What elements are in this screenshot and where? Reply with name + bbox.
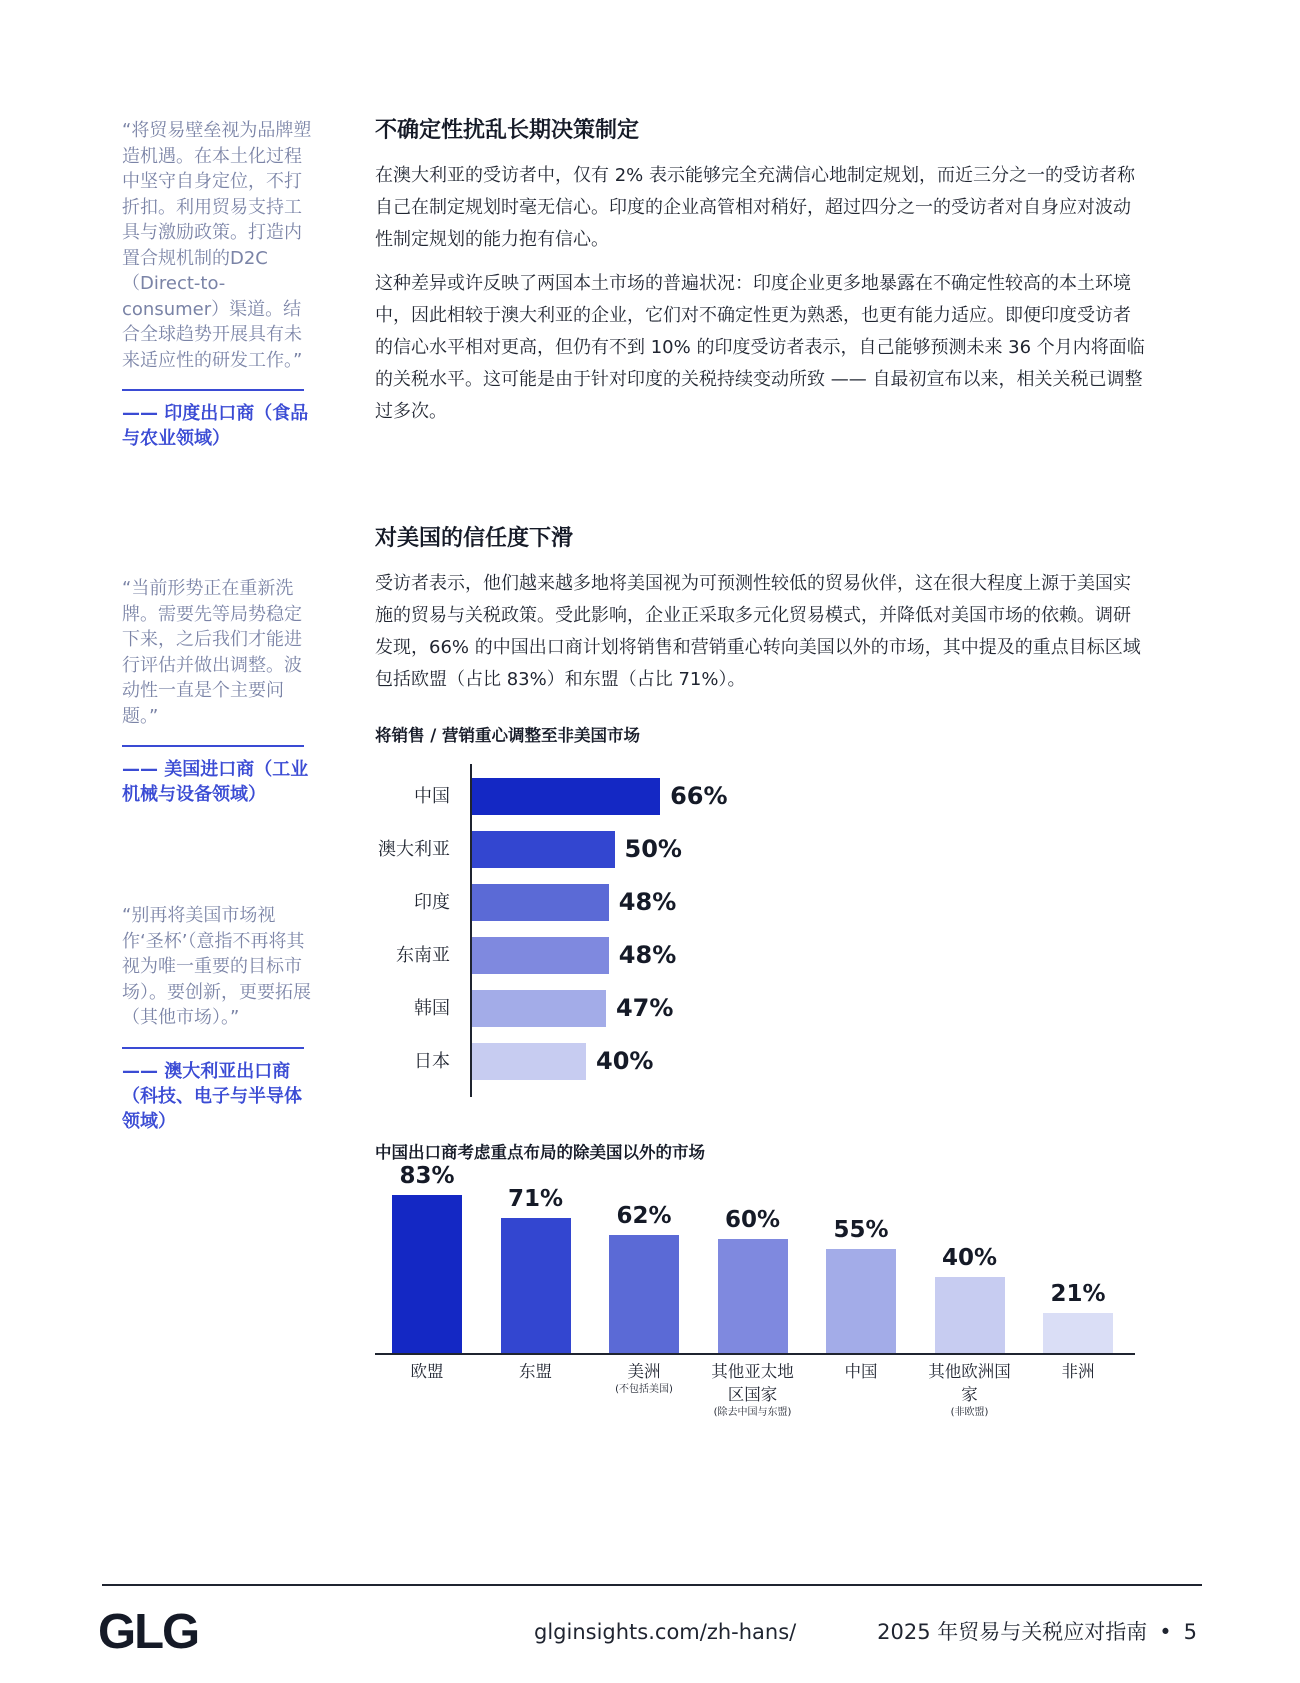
- vertical-bar-chart: [375, 1163, 1135, 1430]
- vchart-bar: [826, 1249, 896, 1354]
- footer-divider: [102, 1584, 1202, 1586]
- vchart-value-label: 21%: [1050, 1281, 1106, 1308]
- footer-separator: •: [1159, 1620, 1172, 1644]
- vchart-category-label: 欧盟: [410, 1362, 444, 1381]
- sidebar-quote-1: [122, 118, 312, 451]
- vchart-category-note: (不包括美国): [615, 1384, 673, 1395]
- vchart-bar: [392, 1195, 462, 1353]
- quote-attribution: —— 美国进口商（工业机械与设备领域）: [122, 759, 309, 805]
- vchart-bar: [609, 1235, 679, 1353]
- hchart-row: [375, 884, 875, 921]
- hchart-value-label: 40%: [596, 1047, 654, 1075]
- vchart-value-label: 62%: [616, 1203, 672, 1230]
- vchart-value-label: 71%: [507, 1186, 564, 1213]
- vchart-column: [392, 1163, 462, 1430]
- footer-url[interactable]: glginsights.com/zh-hans/: [534, 1620, 797, 1644]
- hchart-bar: [472, 937, 609, 974]
- hchart-row: [375, 831, 875, 868]
- hchart-row: [375, 1043, 875, 1080]
- vchart-category-note: (除去中国与东盟): [713, 1407, 792, 1418]
- quote-text: “当前形势正在重新洗牌。需要先等局势稳定下来，之后我们才能进行评估并做出调整。波动性一直是个主要问题。”: [122, 578, 302, 727]
- footer-doc-title: 2025 年贸易与关税应对指南: [877, 1620, 1148, 1644]
- vchart-column: [711, 1180, 794, 1430]
- page-number: 5: [1183, 1620, 1197, 1644]
- hchart-category-label: 日本: [414, 1051, 450, 1072]
- quote-attribution: —— 澳大利亚出口商（科技、电子与半导体领域）: [122, 1060, 302, 1132]
- quote-divider: [122, 1047, 304, 1049]
- vchart-bar: [1043, 1313, 1113, 1353]
- hchart-bar: [472, 831, 615, 868]
- sidebar-quote-3: [122, 903, 312, 1134]
- vchart-bar: [935, 1277, 1005, 1353]
- vchart-category: [926, 1360, 1014, 1420]
- hchart-category-label: 韩国: [414, 998, 450, 1019]
- vchart-category-note: (非欧盟): [950, 1407, 989, 1418]
- quote-attribution: —— 印度出口商（食品与农业领域）: [122, 403, 309, 449]
- horizontal-bar-chart: [375, 758, 875, 1098]
- hchart-category-label: 印度: [414, 892, 450, 913]
- vchart-category-label: 其他亚太地区国家: [711, 1362, 794, 1404]
- hchart-category-label: 澳大利亚: [378, 839, 450, 860]
- vchart-category: [579, 1360, 709, 1397]
- hchart-title: 将销售 / 营销重心调整至非美国市场: [375, 726, 641, 745]
- quote-divider: [122, 389, 304, 391]
- hchart-value-label: 66%: [670, 782, 728, 810]
- quote-text: “将贸易壁垒视为品牌塑造机遇。在本土化过程中坚守自身定位，不打折扣。利用贸易支持工具与激励政策。打造内置合规机制的D2C（Direct-to-consumer）渠道。结合全球趋势开展具有未来适应性的研发工作。”: [122, 120, 312, 371]
- vchart-column: [501, 1180, 571, 1430]
- section-trust-decline: [375, 524, 1145, 696]
- section-paragraph: 在澳大利亚的受访者中，仅有 2% 表示能够完全充满信心地制定规划，而近三分之一的受访者称自己在制定规划时毫无信心。印度的企业高管相对稍好，超过四分之一的受访者对自身应对波动性制定规划的能力抱有信心。: [375, 165, 1135, 250]
- vchart-value-label: 40%: [941, 1245, 998, 1271]
- vchart-category-label: 中国: [844, 1362, 878, 1381]
- hchart-value-label: 48%: [618, 941, 677, 969]
- section-paragraph: 受访者表示，他们越来越多地将美国视为可预测性较低的贸易伙伴，这在很大程度上源于美国实施的贸易与关税政策。受此影响，企业正采取多元化贸易模式，并降低对美国市场的依赖。调研发现，66% 的中国出口商计划将销售和营销重心转向美国以外的市场，其中提及的重点目标区域包括欧盟（占比 83%）和东盟（占比 71%）。: [375, 573, 1141, 690]
- section-heading: 不确定性扰乱长期决策制定: [375, 118, 640, 143]
- hchart-row: [375, 990, 875, 1027]
- vchart-title: 中国出口商考虑重点布局的除美国以外的市场: [375, 1143, 705, 1162]
- quote-text: “别再将美国市场视作‘圣杯’（意指不再将其视为唯一重要的目标市场）。要创新，更要拓展（其他市场）。”: [122, 905, 311, 1028]
- hchart-bar: [472, 884, 609, 921]
- vchart-bar: [718, 1239, 788, 1353]
- vchart-value-label: 83%: [399, 1163, 455, 1190]
- vchart-category: [709, 1360, 797, 1420]
- hchart-row: [375, 778, 875, 815]
- hchart-row: [375, 937, 875, 974]
- vchart-category-label: 非洲: [1061, 1362, 1095, 1381]
- hchart-category-label: 中国: [414, 786, 450, 807]
- hchart-bar: [472, 1043, 586, 1080]
- vchart-category-label: 美洲: [627, 1362, 661, 1381]
- quote-divider: [122, 745, 304, 747]
- hchart-value-label: 47%: [615, 994, 674, 1022]
- vchart-category: [1013, 1360, 1143, 1383]
- section-uncertainty: [375, 116, 1145, 428]
- vchart-category-label: 东盟: [519, 1362, 552, 1381]
- vchart-bar: [501, 1218, 571, 1353]
- vchart-column: [826, 1180, 896, 1430]
- hchart-bar: [472, 778, 660, 815]
- hchart-value-label: 48%: [618, 888, 677, 916]
- hchart-value-label: 50%: [624, 835, 682, 863]
- hchart-category-label: 东南亚: [396, 945, 450, 966]
- vchart-column: [1043, 1180, 1113, 1430]
- vchart-value-label: 55%: [833, 1216, 889, 1243]
- vchart-value-label: 60%: [724, 1207, 781, 1233]
- hchart-bar: [472, 990, 606, 1027]
- vchart-category: [796, 1360, 926, 1383]
- sidebar-quote-2: [122, 576, 312, 807]
- glg-logo: GLG: [98, 1605, 199, 1659]
- vchart-column: [928, 1180, 1011, 1430]
- vchart-category-label: 其他欧洲国家: [928, 1362, 1011, 1404]
- section-paragraph: 这种差异或许反映了两国本土市场的普遍状况：印度企业更多地暴露在不确定性较高的本土环境中，因此相较于澳大利亚的企业，它们对不确定性更为熟悉，也更有能力适应。即便印度受访者的信心水平相对更高，但仍有不到 10% 的印度受访者表示，自己能够预测未来 36 个月内将面临的关税水平。这可能是由于针对印度的关税持续变动所致 —— 自最初宣布以来，相关关税已调整过多次。: [375, 273, 1145, 422]
- section-heading: 对美国的信任度下滑: [375, 526, 574, 551]
- footer-title: [877, 1618, 1197, 1646]
- vchart-column: [609, 1180, 679, 1430]
